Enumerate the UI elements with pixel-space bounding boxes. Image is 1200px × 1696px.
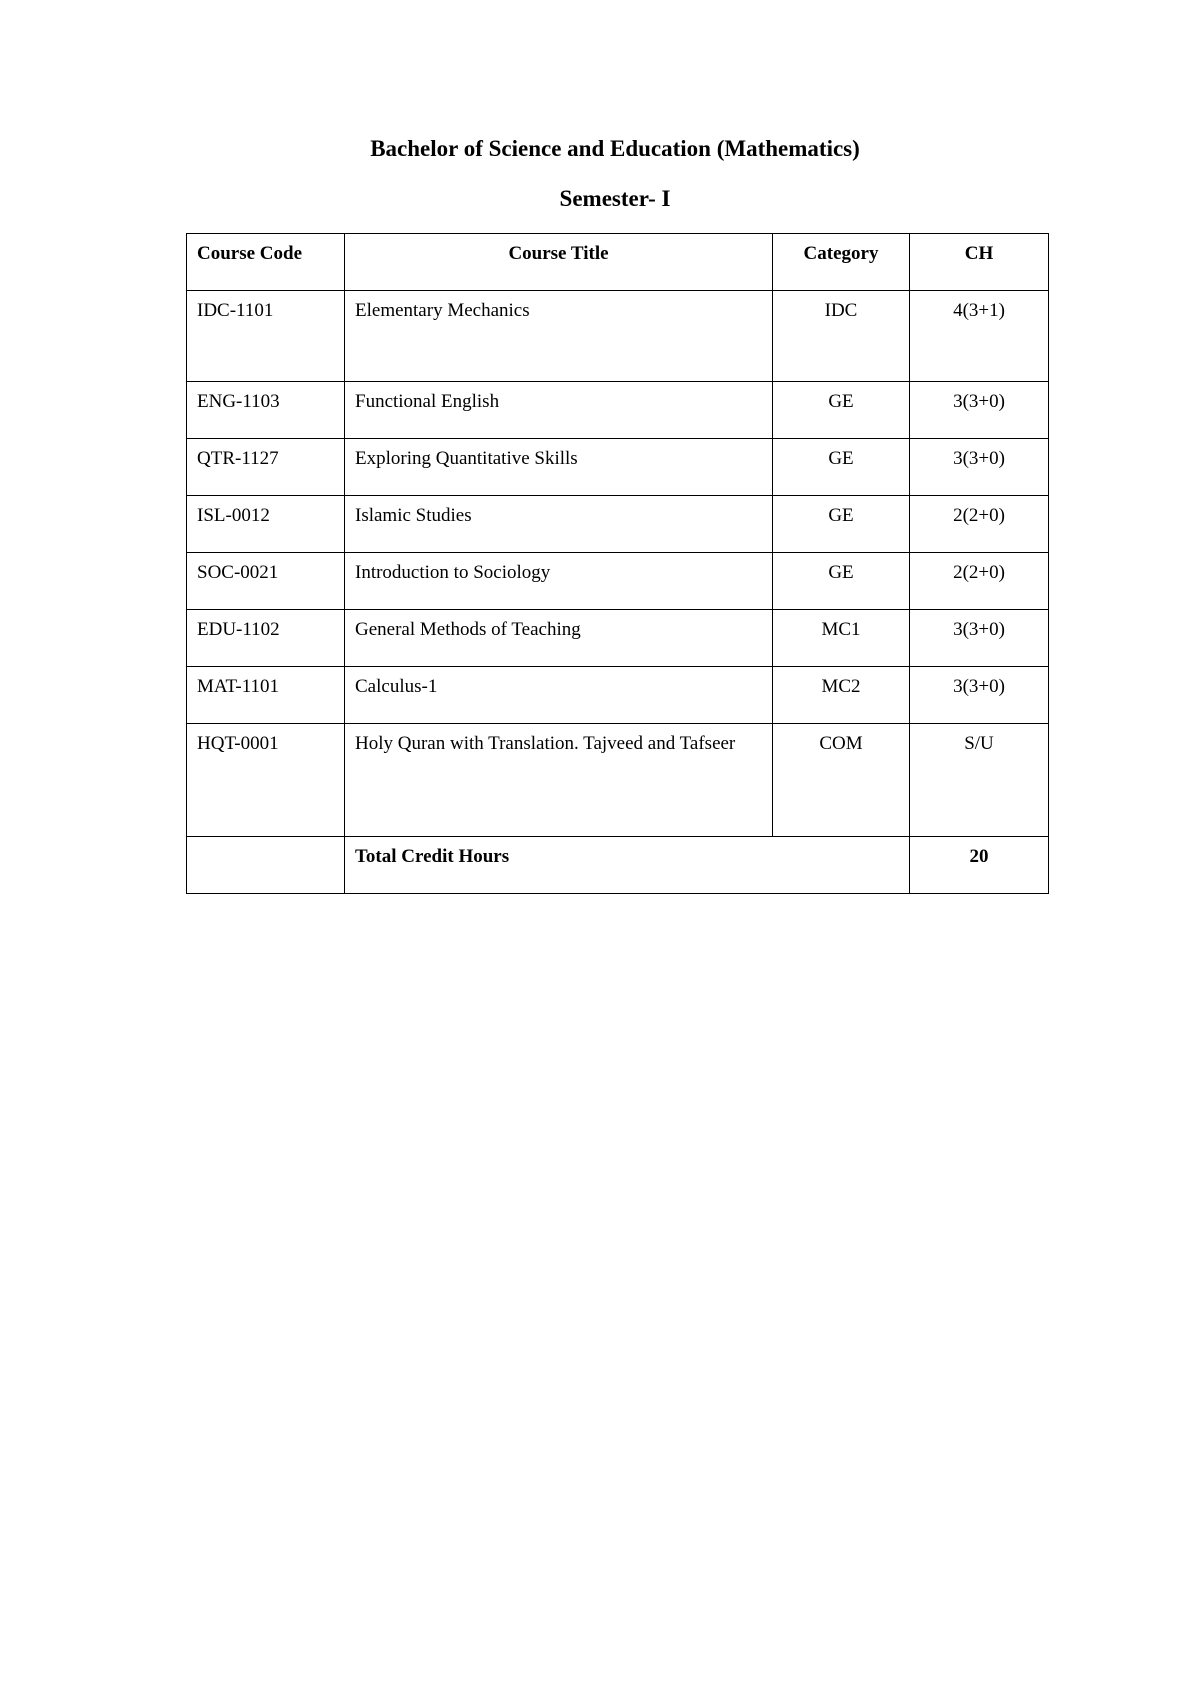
credit-hours-cell: 4(3+1) — [910, 291, 1049, 382]
credit-hours-cell: 3(3+0) — [910, 610, 1049, 667]
course-title-cell: Islamic Studies — [345, 496, 773, 553]
course-title-cell: Calculus-1 — [345, 667, 773, 724]
course-title-cell: Holy Quran with Translation. Tajveed and Tafseer — [345, 724, 773, 837]
header-category: Category — [773, 234, 910, 291]
course-table — [186, 233, 1049, 894]
course-code-cell: ISL-0012 — [187, 496, 345, 553]
table-row — [187, 667, 1049, 724]
course-title-cell: General Methods of Teaching — [345, 610, 773, 667]
header-credit-hours: CH — [910, 234, 1049, 291]
course-code-cell: SOC-0021 — [187, 553, 345, 610]
credit-hours-cell: 3(3+0) — [910, 667, 1049, 724]
category-cell: GE — [773, 439, 910, 496]
total-row — [187, 837, 1049, 894]
course-code-cell: EDU-1102 — [187, 610, 345, 667]
course-code-cell: ENG-1103 — [187, 382, 345, 439]
category-cell: COM — [773, 724, 910, 837]
table-row — [187, 724, 1049, 837]
category-cell: GE — [773, 496, 910, 553]
category-cell: GE — [773, 553, 910, 610]
category-cell: GE — [773, 382, 910, 439]
category-cell: IDC — [773, 291, 910, 382]
total-empty-cell — [187, 837, 345, 894]
total-credit-hours-value: 20 — [910, 837, 1049, 894]
course-title-cell: Elementary Mechanics — [345, 291, 773, 382]
document-title: Bachelor of Science and Education (Mathematics) — [370, 136, 860, 161]
table-header-row — [187, 234, 1049, 291]
course-code-cell: HQT-0001 — [187, 724, 345, 837]
table-row — [187, 553, 1049, 610]
header-course-title: Course Title — [345, 234, 773, 291]
credit-hours-cell: 2(2+0) — [910, 496, 1049, 553]
credit-hours-cell: 3(3+0) — [910, 439, 1049, 496]
category-cell: MC2 — [773, 667, 910, 724]
credit-hours-cell: 3(3+0) — [910, 382, 1049, 439]
course-title-cell: Introduction to Sociology — [345, 553, 773, 610]
table-row — [187, 610, 1049, 667]
course-code-cell: IDC-1101 — [187, 291, 345, 382]
course-title-cell: Functional English — [345, 382, 773, 439]
table-row — [187, 382, 1049, 439]
course-title-cell: Exploring Quantitative Skills — [345, 439, 773, 496]
course-code-cell: MAT-1101 — [187, 667, 345, 724]
table-row — [187, 496, 1049, 553]
total-credit-hours-label: Total Credit Hours — [345, 837, 910, 894]
credit-hours-cell: 2(2+0) — [910, 553, 1049, 610]
semester-heading: Semester- I — [559, 186, 671, 211]
table-row — [187, 291, 1049, 382]
header-course-code: Course Code — [187, 234, 345, 291]
course-code-cell: QTR-1127 — [187, 439, 345, 496]
table-row — [187, 439, 1049, 496]
category-cell: MC1 — [773, 610, 910, 667]
credit-hours-cell: S/U — [910, 724, 1049, 837]
